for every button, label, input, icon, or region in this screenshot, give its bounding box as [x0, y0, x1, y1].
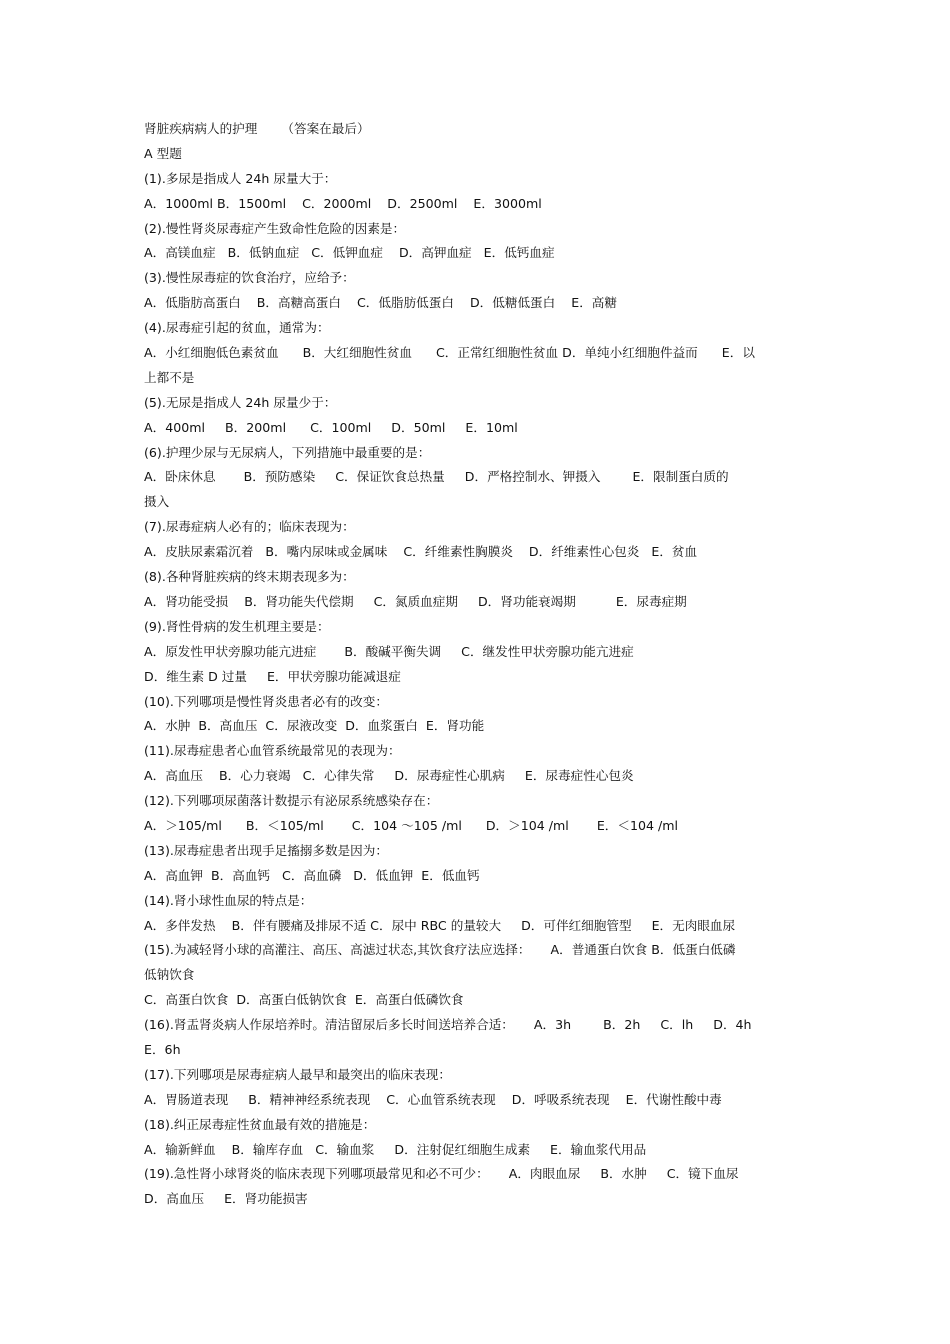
- question-text: (11).尿毒症患者心血管系统最常见的表现为：: [144, 743, 401, 759]
- question-line: C．高蛋白饮食 D．高蛋白低钠饮食 E．高蛋白低磷饮食: [144, 992, 464, 1008]
- question-line: A．高血钾 B．高血钙 C．高血磷 D．低血钾 E．低血钙: [144, 867, 480, 883]
- question-line: A．＞105/ml B．＜105/ml C．104 ～105 /ml D．＞104 /ml E．＜104 /ml: [144, 817, 679, 833]
- question-text: (15).为减轻肾小球的高灌注、高压、高滤过状态,其饮食疗法应选择： A．普通蛋白饮食 B．低蛋白低磷: [144, 942, 736, 958]
- document-title-line: [144, 117, 808, 142]
- question-text: (18).纠正尿毒症性贫血最有效的措施是：: [144, 1116, 376, 1132]
- question-text: (13).尿毒症患者出现手足搐搦多数是因为：: [144, 842, 388, 858]
- question-line: A．1000ml B．1500ml C．2000ml D．2500ml E．3000ml: [144, 195, 542, 211]
- question-text: (1).多尿是指成人 24h 尿量大于：: [144, 170, 337, 186]
- question-text: (17).下列哪项是尿毒症病人最早和最突出的临床表现：: [144, 1066, 451, 1082]
- question-line: A．胃肠道表现 B．精神神经系统表现 C．心血管系统表现 D．呼吸系统表现 E．代谢性酸中毒: [144, 1091, 722, 1107]
- question-line: A．肾功能受损 B．肾功能失代偿期 C．氮质血症期 D．肾功能衰竭期 E．尿毒症期: [144, 593, 687, 609]
- question-text: (12).下列哪项尿菌落计数提示有泌尿系统感染存在：: [144, 793, 439, 809]
- question-line: A．多伴发热 B．伴有腰痛及排尿不适 C．尿中 RBC 的量较大 D．可伴红细胞管型 E．无肉眼血尿: [144, 917, 736, 933]
- question-text: (9).肾性骨病的发生机理主要是：: [144, 618, 330, 634]
- question-line: A．原发性甲状旁腺功能亢进症 B．酸碱平衡失调 C．继发性甲状旁腺功能亢进症: [144, 643, 634, 659]
- question-text: (6).护理少尿与无尿病人，下列措施中最重要的是：: [144, 444, 431, 460]
- question-line: A．低脂肪高蛋白 B．高糖高蛋白 C．低脂肪低蛋白 D．低糖低蛋白 E．高糖: [144, 295, 617, 311]
- question-line: 上都不是: [144, 369, 195, 385]
- document-title: 肾脏疾病病人的护理: [144, 121, 258, 136]
- question-line: E．6h: [144, 1041, 181, 1057]
- section-label: A 型题: [144, 145, 182, 161]
- question-text: (2).慢性肾炎尿毒症产生致命性危险的因素是：: [144, 220, 406, 236]
- question-line: D．高血压 E．肾功能损害: [144, 1191, 308, 1207]
- question-text: (10).下列哪项是慢性肾炎患者必有的改变：: [144, 693, 388, 709]
- question-text: (4).尿毒症引起的贫血，通常为：: [144, 320, 330, 336]
- answer-note: （答案在最后）: [281, 121, 370, 136]
- question-line: A．皮肤尿素霜沉着 B．嘴内尿味或金属味 C．纤维素性胸膜炎 D．纤维素性心包炎 E．贫血: [144, 544, 698, 560]
- question-line: A．400ml B．200ml C．100ml D．50ml E．10ml: [144, 419, 518, 435]
- question-line: A．输新鲜血 B．输库存血 C．输血浆 D．注射促红细胞生成素 E．输血浆代用品: [144, 1141, 647, 1157]
- question-line: A．卧床休息 B．预防感染 C．保证饮食总热量 D．严格控制水、钾摄入 E．限制蛋白质的: [144, 469, 729, 485]
- question-text: (8).各种肾脏疾病的终末期表现多为：: [144, 569, 355, 585]
- question-text: (14).肾小球性血尿的特点是：: [144, 892, 313, 908]
- question-text: (7).尿毒症病人必有的；临床表现为：: [144, 519, 355, 535]
- question-line: A．小红细胞低色素贫血 B．大红细胞性贫血 C．正常红细胞性贫血 D．单纯小红细胞件益而 E．以: [144, 345, 755, 361]
- question-line: D．维生素 D 过量 E．甲状旁腺功能减退症: [144, 668, 401, 684]
- question-text: (16).肾盂肾炎病人作尿培养时。清洁留尿后多长时间送培养合适： A．3h B．2h C．lh D．4h: [144, 1017, 752, 1033]
- question-line: 摄入: [144, 494, 170, 510]
- question-text: (5).无尿是指成人 24h 尿量少于：: [144, 394, 337, 410]
- question-line: A．高血压 B．心力衰竭 C．心律失常 D．尿毒症性心肌病 E．尿毒症性心包炎: [144, 768, 634, 784]
- question-line: A．高镁血症 B．低钠血症 C．低钾血症 D．高钾血症 E．低钙血症: [144, 245, 555, 261]
- question-text: (19).急性肾小球肾炎的临床表现下列哪项最常见和必不可少： A．肉眼血尿 B．水肿 C．镜下血尿: [144, 1166, 739, 1182]
- question-line: A．水肿 B．高血压 C．尿液改变 D．血浆蛋白 E．肾功能: [144, 718, 485, 734]
- question-list: [144, 167, 808, 1212]
- document-body: [144, 117, 808, 1212]
- question-text: (3).慢性尿毒症的饮食治疗，应给予：: [144, 270, 355, 286]
- question-line: 低钠饮食: [144, 967, 195, 983]
